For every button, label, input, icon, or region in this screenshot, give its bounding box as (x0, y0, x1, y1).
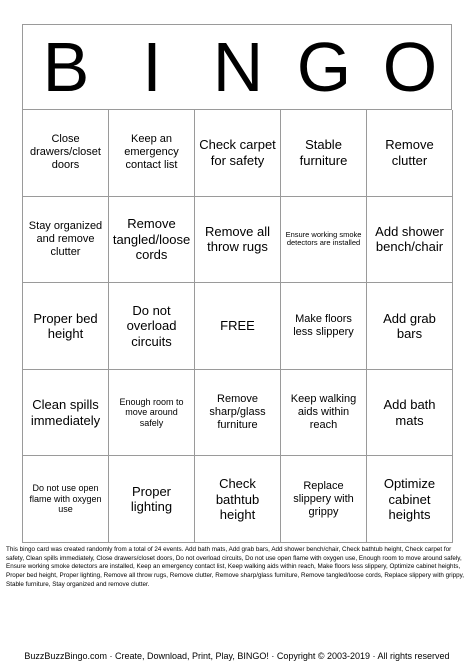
bingo-cell[interactable] (109, 456, 195, 543)
bingo-cell[interactable] (281, 370, 367, 457)
bingo-cell-text: Stay organized and remove clutter (28, 219, 103, 258)
bingo-cell[interactable] (109, 283, 195, 370)
bingo-cell-text: Check bathtub height (215, 476, 260, 522)
bingo-cell[interactable] (23, 283, 109, 370)
bingo-cell-text: Add shower bench/chair (375, 224, 444, 255)
bingo-cell-text: Remove all throw rugs (204, 224, 271, 255)
bingo-cell[interactable] (23, 456, 109, 543)
bingo-cell[interactable] (109, 197, 195, 284)
header-letter-g: G (296, 28, 352, 106)
bingo-cell[interactable] (281, 197, 367, 284)
bingo-cell[interactable] (367, 110, 453, 197)
bingo-cell[interactable] (109, 370, 195, 457)
bingo-cell[interactable] (195, 370, 281, 457)
header-letter-b: B (42, 28, 90, 106)
bingo-cell-text: Do not overload circuits (126, 302, 177, 349)
footer-copyright: BuzzBuzzBingo.com · Create, Download, Print, Play, BINGO! · Copyright © 2003-2019 · All rights reserved (24, 651, 450, 661)
bingo-cell-text: Proper bed height (33, 310, 98, 341)
bingo-cell-text: Clean spills immediately (30, 397, 101, 428)
header-letter-n: N (212, 28, 264, 106)
bingo-cell-text: Optimize cabinet heights (383, 476, 436, 522)
bingo-cell-text: Close drawers/closet doors (30, 133, 101, 172)
bingo-grid (22, 109, 452, 543)
bingo-cell-text: Enough room to move around safely (119, 396, 184, 428)
header-letter-o: O (382, 28, 438, 106)
bingo-cell-text: Keep an emergency contact list (124, 133, 179, 172)
bingo-cell-text: Remove tangled/loose cords (112, 216, 191, 263)
bingo-cell-text: Remove sharp/glass furniture (209, 393, 266, 432)
bingo-cell-text: Make floors less slippery (293, 313, 354, 338)
bingo-cell-text: Proper lighting (130, 483, 173, 515)
bingo-cell[interactable] (195, 456, 281, 543)
bingo-header (22, 24, 452, 109)
bingo-cell[interactable] (367, 197, 453, 284)
bingo-cell-text: Stable furniture (299, 137, 348, 168)
bingo-cell[interactable] (23, 370, 109, 457)
bingo-cell[interactable] (367, 283, 453, 370)
bingo-cell-text: Ensure working smoke detectors are installed (285, 229, 362, 248)
bingo-cell[interactable] (281, 456, 367, 543)
bingo-cell-text: Check carpet for safety (199, 137, 276, 168)
bingo-cell-text: Add bath mats (383, 397, 436, 428)
bingo-card (22, 24, 452, 543)
header-letter-i: I (142, 28, 162, 106)
bingo-cell[interactable] (23, 197, 109, 284)
bingo-cell[interactable] (367, 456, 453, 543)
bingo-cell-text: FREE (220, 318, 255, 334)
bingo-cell[interactable] (109, 110, 195, 197)
bingo-cell-text: Keep walking aids within reach (290, 393, 357, 432)
card-info-text: This bingo card was created randomly from a total of 24 events. Add bath mats, Add grab bars, Add shower bench/chair, Check bathtub height, Check carpet for safety, Clean spills immediately, Close drawers/closet doors, Do not overload circuits, Do not use open flame with oxygen use, Enough room to move around safely, Ensure working smoke detectors are installed, Keep an emergency contact list, Keep walking aids within reach, Make floors less slippery, Optimize cabinet heights, Proper bed height, Proper lighting, Remove all throw rugs, Remove clutter, Remove sharp/glass furniture, Remove tangled/loose cords, Replace slippery with grippy, Stable furniture, Stay organized and remove clutter. (6, 546, 465, 588)
bingo-cell[interactable] (367, 370, 453, 457)
bingo-cell[interactable] (281, 283, 367, 370)
bingo-cell[interactable] (281, 110, 367, 197)
bingo-cell-text: Replace slippery with grippy (293, 479, 354, 518)
bingo-cell[interactable] (195, 110, 281, 197)
bingo-cell-text: Remove clutter (385, 137, 434, 168)
bingo-cell[interactable] (195, 197, 281, 284)
bingo-cell-text: Do not use open flame with oxygen use (29, 483, 102, 515)
bingo-cell-text: Add grab bars (383, 310, 436, 341)
free-space-cell[interactable] (195, 283, 281, 370)
bingo-cell[interactable] (23, 110, 109, 197)
